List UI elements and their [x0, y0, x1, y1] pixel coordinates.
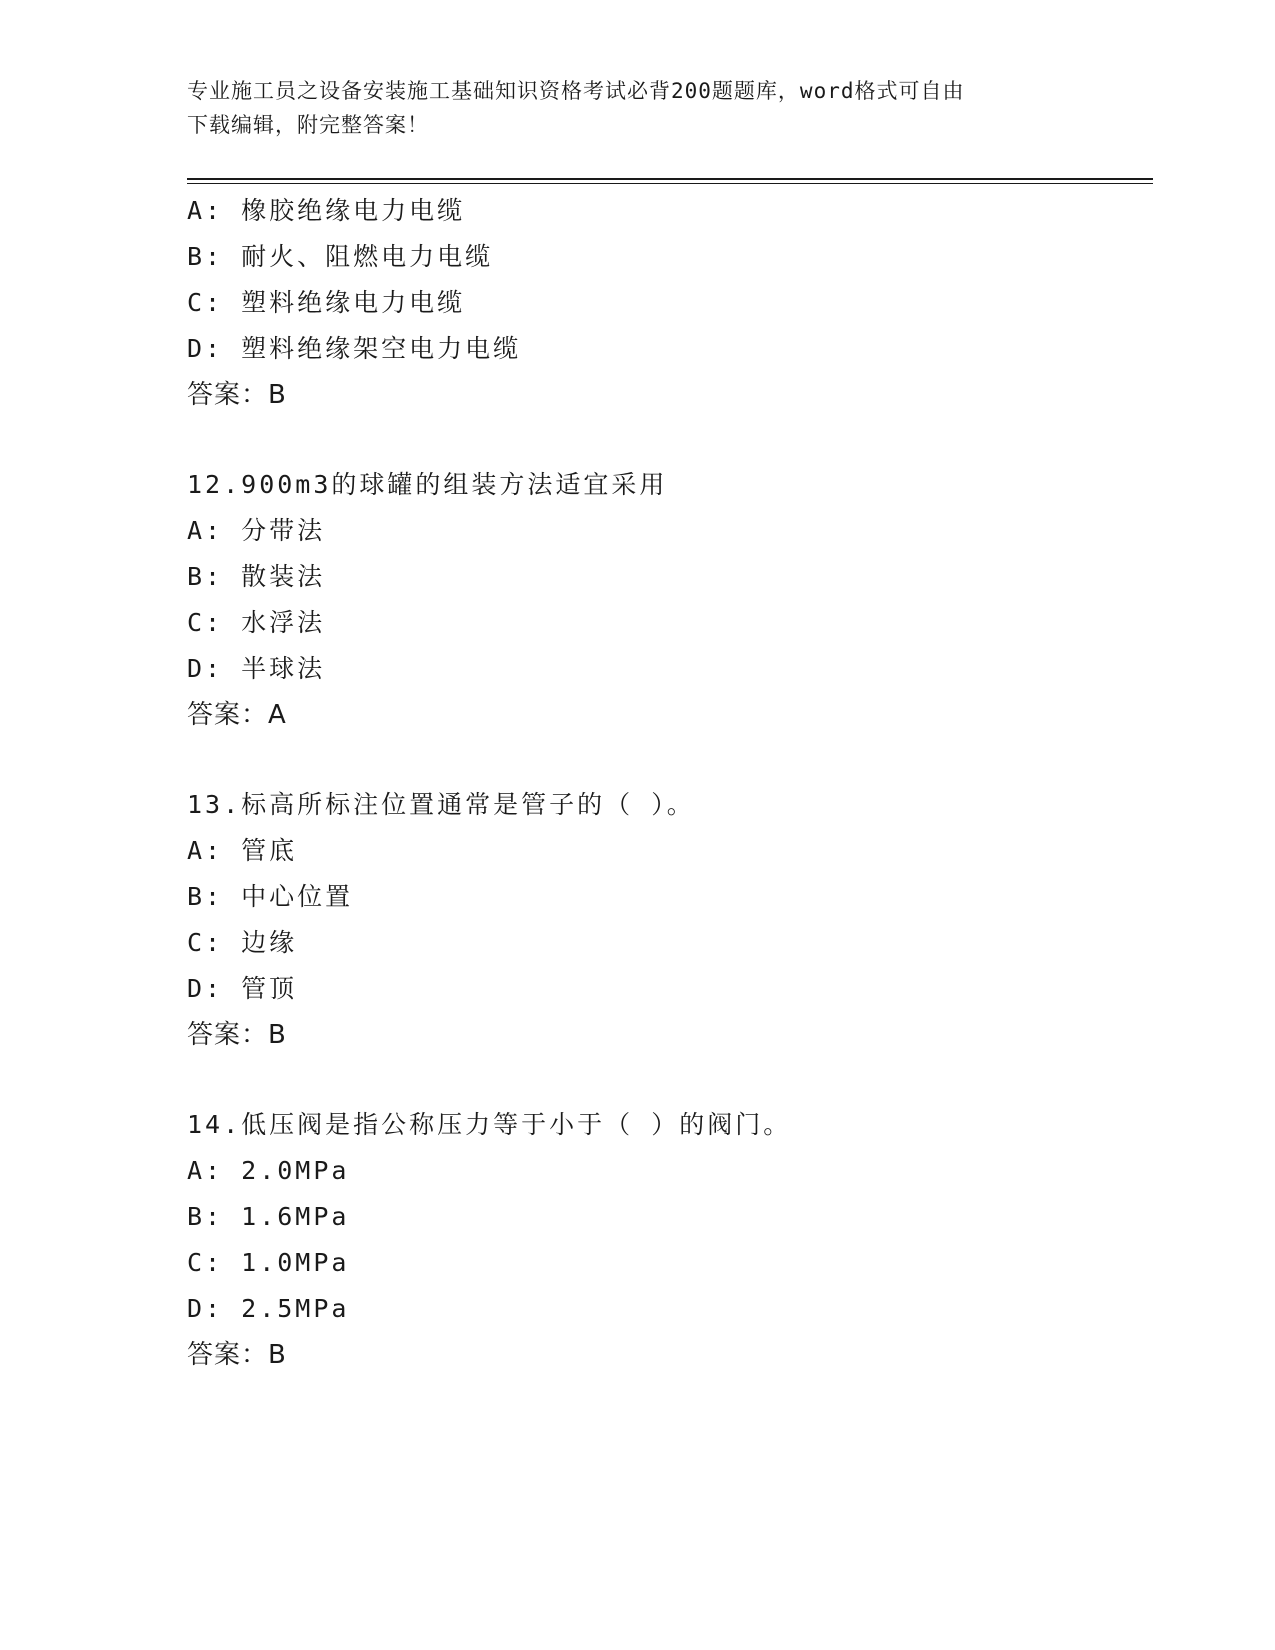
option-b: B: 耐火、阻燃电力电缆	[187, 242, 494, 271]
header-divider-thin	[187, 183, 1153, 184]
answer-label: 答案：B	[187, 1340, 287, 1370]
question-text: 14.低压阀是指公称压力等于小于（ ）的阀门。	[187, 1110, 792, 1139]
document-header	[187, 74, 1067, 142]
question-12	[187, 462, 1153, 738]
question-13	[187, 782, 1153, 1058]
option-b: B: 散装法	[187, 562, 326, 591]
option-b: B: 中心位置	[187, 882, 354, 911]
question-14	[187, 1102, 1153, 1378]
option-c: C: 水浮法	[187, 608, 326, 637]
option-a: A: 分带法	[187, 516, 326, 545]
option-a: A: 2.0MPa	[187, 1156, 350, 1185]
option-d: D: 塑料绝缘架空电力电缆	[187, 334, 522, 363]
header-line-2: 下载编辑，附完整答案！	[187, 113, 429, 137]
option-a: A: 管底	[187, 836, 298, 865]
spacer	[187, 1058, 1153, 1102]
spacer	[187, 738, 1153, 782]
question-text: 12.900m3的球罐的组装方法适宜采用	[187, 470, 668, 499]
header-divider-thick	[187, 178, 1153, 180]
option-d: D: 管顶	[187, 974, 298, 1003]
option-a: A: 橡胶绝缘电力电缆	[187, 196, 466, 225]
option-b: B: 1.6MPa	[187, 1202, 350, 1231]
option-d: D: 半球法	[187, 654, 326, 683]
question-11-continued	[187, 188, 1153, 418]
spacer	[187, 418, 1153, 462]
question-text: 13.标高所标注位置通常是管子的（ ）。	[187, 790, 695, 819]
option-c: C: 边缘	[187, 928, 298, 957]
header-line-1: 专业施工员之设备安装施工基础知识资格考试必背200题题库，word格式可自由	[187, 79, 965, 103]
option-c: C: 1.0MPa	[187, 1248, 350, 1277]
answer-label: 答案：A	[187, 700, 287, 730]
option-d: D: 2.5MPa	[187, 1294, 350, 1323]
answer-label: 答案：B	[187, 380, 287, 410]
option-c: C: 塑料绝缘电力电缆	[187, 288, 466, 317]
answer-label: 答案：B	[187, 1020, 287, 1050]
question-list	[187, 188, 1153, 1378]
